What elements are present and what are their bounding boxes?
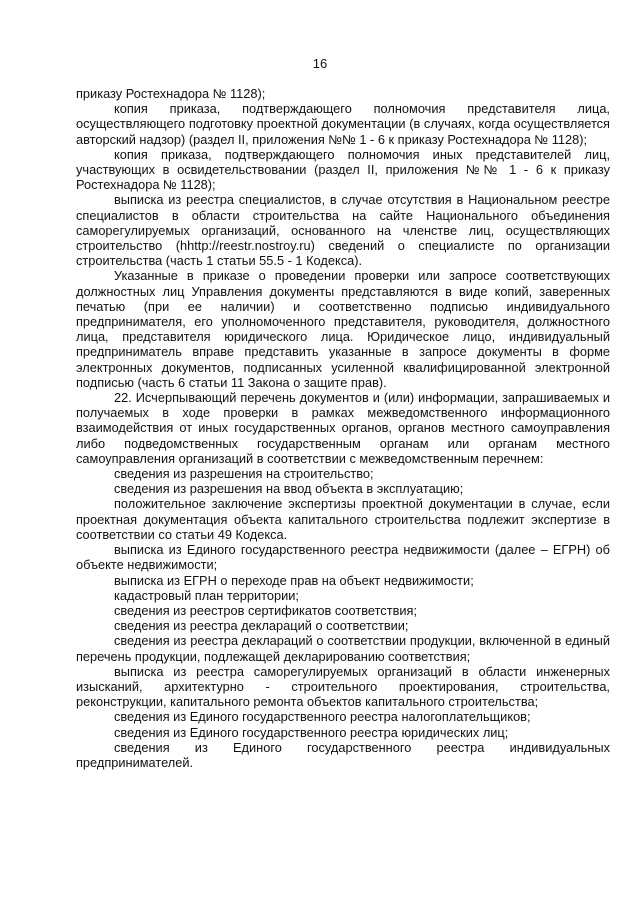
list-item: сведения из разрешения на ввод объекта в эксплуатацию;	[114, 481, 464, 497]
list-item: кадастровый план территории;	[114, 587, 299, 603]
list-item: сведения из реестра деклараций о соответствии;	[114, 618, 409, 634]
list-item: сведения из реестров сертификатов соответствия;	[114, 602, 417, 618]
list-item: сведения из разрешения на строительство;	[114, 466, 374, 482]
document-body	[76, 86, 610, 770]
list-item: сведения из реестра деклараций о соответствии продукции, включенной в единый перечень продукции, подлежащей декларированию соответствия;	[76, 633, 610, 664]
list-item: положительное заключение экспертизы проектной документации в случае, если проектная документация объекта капитального строительства подлежит экспертизе в соответствии со статьи 49 Кодекса.	[76, 496, 610, 542]
paragraph: Указанные в приказе о проведении проверки или запросе соответствующих должностных лиц Управления документы представляются в виде копий, заверенных печатью (при ее наличии) и соответственно подписью индивидуального предпринимателя, его уполномоченного представителя, руководителя, должностного лица, представителя юридического лица. Юридическое лицо, индивидуальный предприниматель вправе представить указанные в запросе документы в форме электронных документов, подписанных усиленной квалифицированной электронной подписью (часть 6 статьи 11 Закона о защите прав).	[76, 268, 610, 390]
list-item: выписка из Единого государственного реестра недвижимости (далее – ЕГРН) об объекте недвижимости;	[76, 542, 610, 573]
paragraph: копия приказа, подтверждающего полномочия представителя лица, осуществляющего подготовку проектной документации (в случаях, когда осуществляется авторский надзор) (раздел II, приложения №№ 1 - 6 к приказу Ростехнадора № 1128);	[76, 101, 610, 147]
paragraph: выписка из реестра специалистов, в случае отсутствия в Национальном реестре специалистов в области строительства на сайте Национального объединения саморегулируемых организаций, основанного на членстве лиц, осуществляющих строительство (hhttp://reestr.nostroy.ru) сведений о специалисте по организации строительства (часть 1 статьи 55.5 - 1 Кодекса).	[76, 192, 610, 269]
paragraph: копия приказа, подтверждающего полномочия иных представителей лиц, участвующих в освидетельствовании (раздел II, приложения №№ 1 - 6 к приказу Ростехнадора № 1128);	[76, 146, 610, 193]
paragraph-section-22: 22. Исчерпывающий перечень документов и (или) информации, запрашиваемых и получаемых в ходе проверки в рамках межведомственного информационного взаимодействия от иных государственных органов, органов местного самоуправления либо подведомственных государственным органам или органам местного самоуправления организаций в соответствии с межведомственным перечнем:	[76, 390, 610, 466]
list-item: сведения из Единого государственного реестра индивидуальных предпринимателей.	[76, 739, 610, 770]
list-item: сведения из Единого государственного реестра налогоплательщиков;	[114, 709, 531, 725]
page-number: 16	[312, 56, 328, 71]
paragraph-continuation: приказу Ростехнадора № 1128);	[76, 86, 266, 101]
list-item: сведения из Единого государственного реестра юридических лиц;	[114, 724, 509, 740]
list-item: выписка из ЕГРН о переходе прав на объект недвижимости;	[114, 572, 474, 588]
list-item: выписка из реестра саморегулируемых организаций в области инженерных изысканий, архитектурно - строительного проектирования, строительства, реконструкции, капитального ремонта объектов капитального строительства;	[76, 663, 610, 710]
